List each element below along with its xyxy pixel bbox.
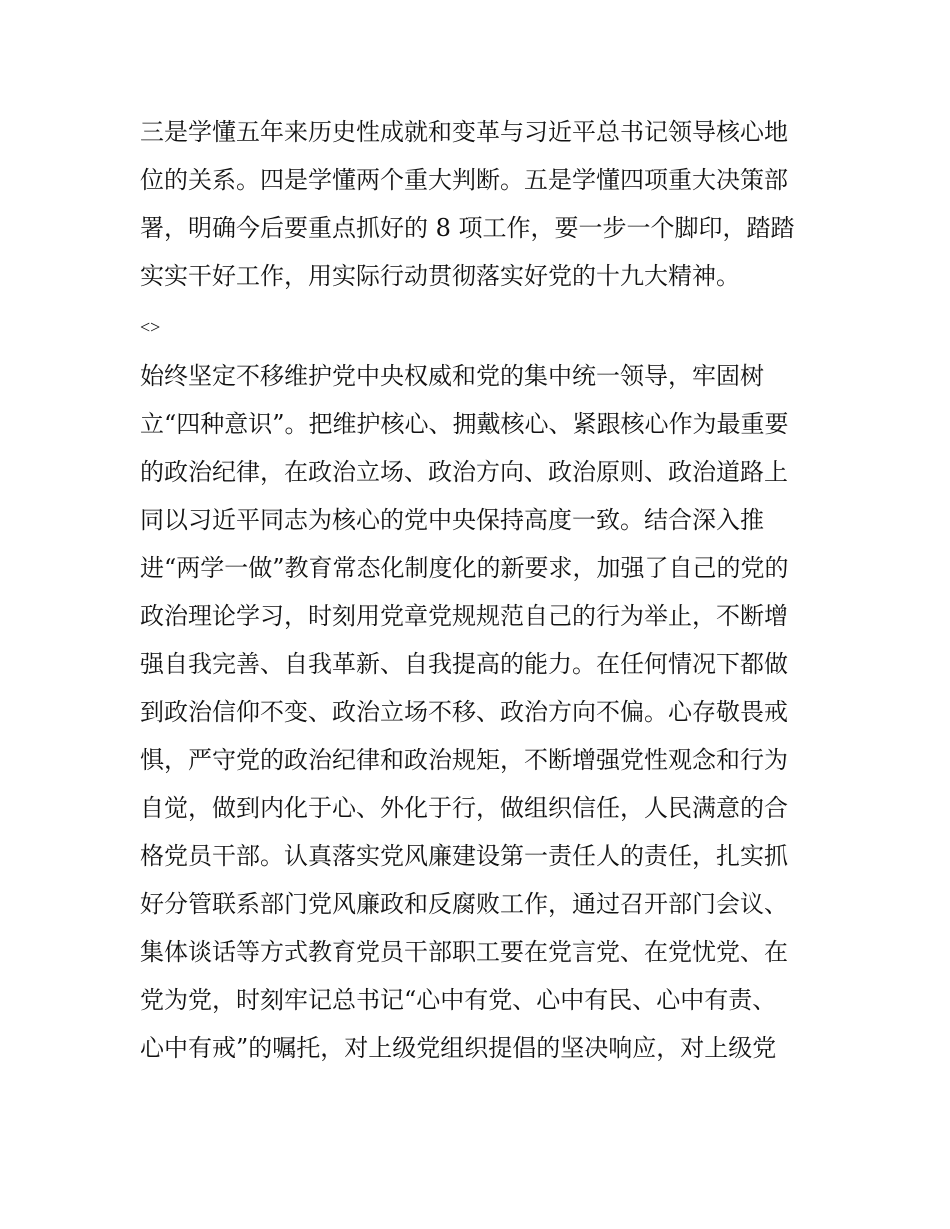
paragraph-1 xyxy=(140,108,820,300)
paragraph-line: 强自我完善、自我革新、自我提高的能力。在任何情况下都做 xyxy=(140,650,788,678)
paragraph-line: 始终坚定不移维护党中央权威和党的集中统一领导，牢固树 xyxy=(140,362,764,390)
paragraph-line: 的政治纪律，在政治立场、政治方向、政治原则、政治道路上 xyxy=(140,458,788,486)
paragraph-line: 惧，严守党的政治纪律和政治规矩，不断增强党性观念和行为 xyxy=(140,746,788,774)
section-marker: <> xyxy=(140,317,161,337)
paragraph-line: 立“四种意识”。把维护核心、拥戴核心、紧跟核心作为最重要 xyxy=(140,410,789,438)
paragraph-line: 集体谈话等方式教育党员干部职工要在党言党、在党忧党、在 xyxy=(140,938,788,966)
paragraph-line: 自觉，做到内化于心、外化于行，做组织信任，人民满意的合 xyxy=(140,794,788,822)
paragraph-2 xyxy=(140,352,820,1072)
paragraph-line: 实实干好工作，用实际行动贯彻落实好党的十九大精神。 xyxy=(140,262,740,290)
paragraph-line: 进“两学一做”教育常态化制度化的新要求，加强了自己的党的 xyxy=(140,554,789,582)
paragraph-line: 党为党，时刻牢记总书记“心中有党、心中有民、心中有责、 xyxy=(140,986,777,1014)
paragraph-line: 政治理论学习，时刻用党章党规规范自己的行为举止，不断增 xyxy=(140,602,788,630)
paragraph-line: 到政治信仰不变、政治立场不移、政治方向不偏。心存敬畏戒 xyxy=(140,698,788,726)
paragraph-line: 心中有戒”的嘱托，对上级党组织提倡的坚决响应，对上级党 xyxy=(140,1034,777,1062)
paragraph-line: 好分管联系部门党风廉政和反腐败工作，通过召开部门会议、 xyxy=(140,890,788,918)
paragraph-line: 格党员干部。认真落实党风廉建设第一责任人的责任，扎实抓 xyxy=(140,842,788,870)
paragraph-line: 同以习近平同志为核心的党中央保持高度一致。结合深入推 xyxy=(140,506,764,534)
paragraph-line: 位的关系。四是学懂两个重大判断。五是学懂四项重大决策部 xyxy=(140,166,788,194)
paragraph-line: 三是学懂五年来历史性成就和变革与习近平总书记领导核心地 xyxy=(140,118,788,146)
paragraph-line: 署，明确今后要重点抓好的 8 项工作，要一步一个脚印，踏踏 xyxy=(140,214,795,242)
